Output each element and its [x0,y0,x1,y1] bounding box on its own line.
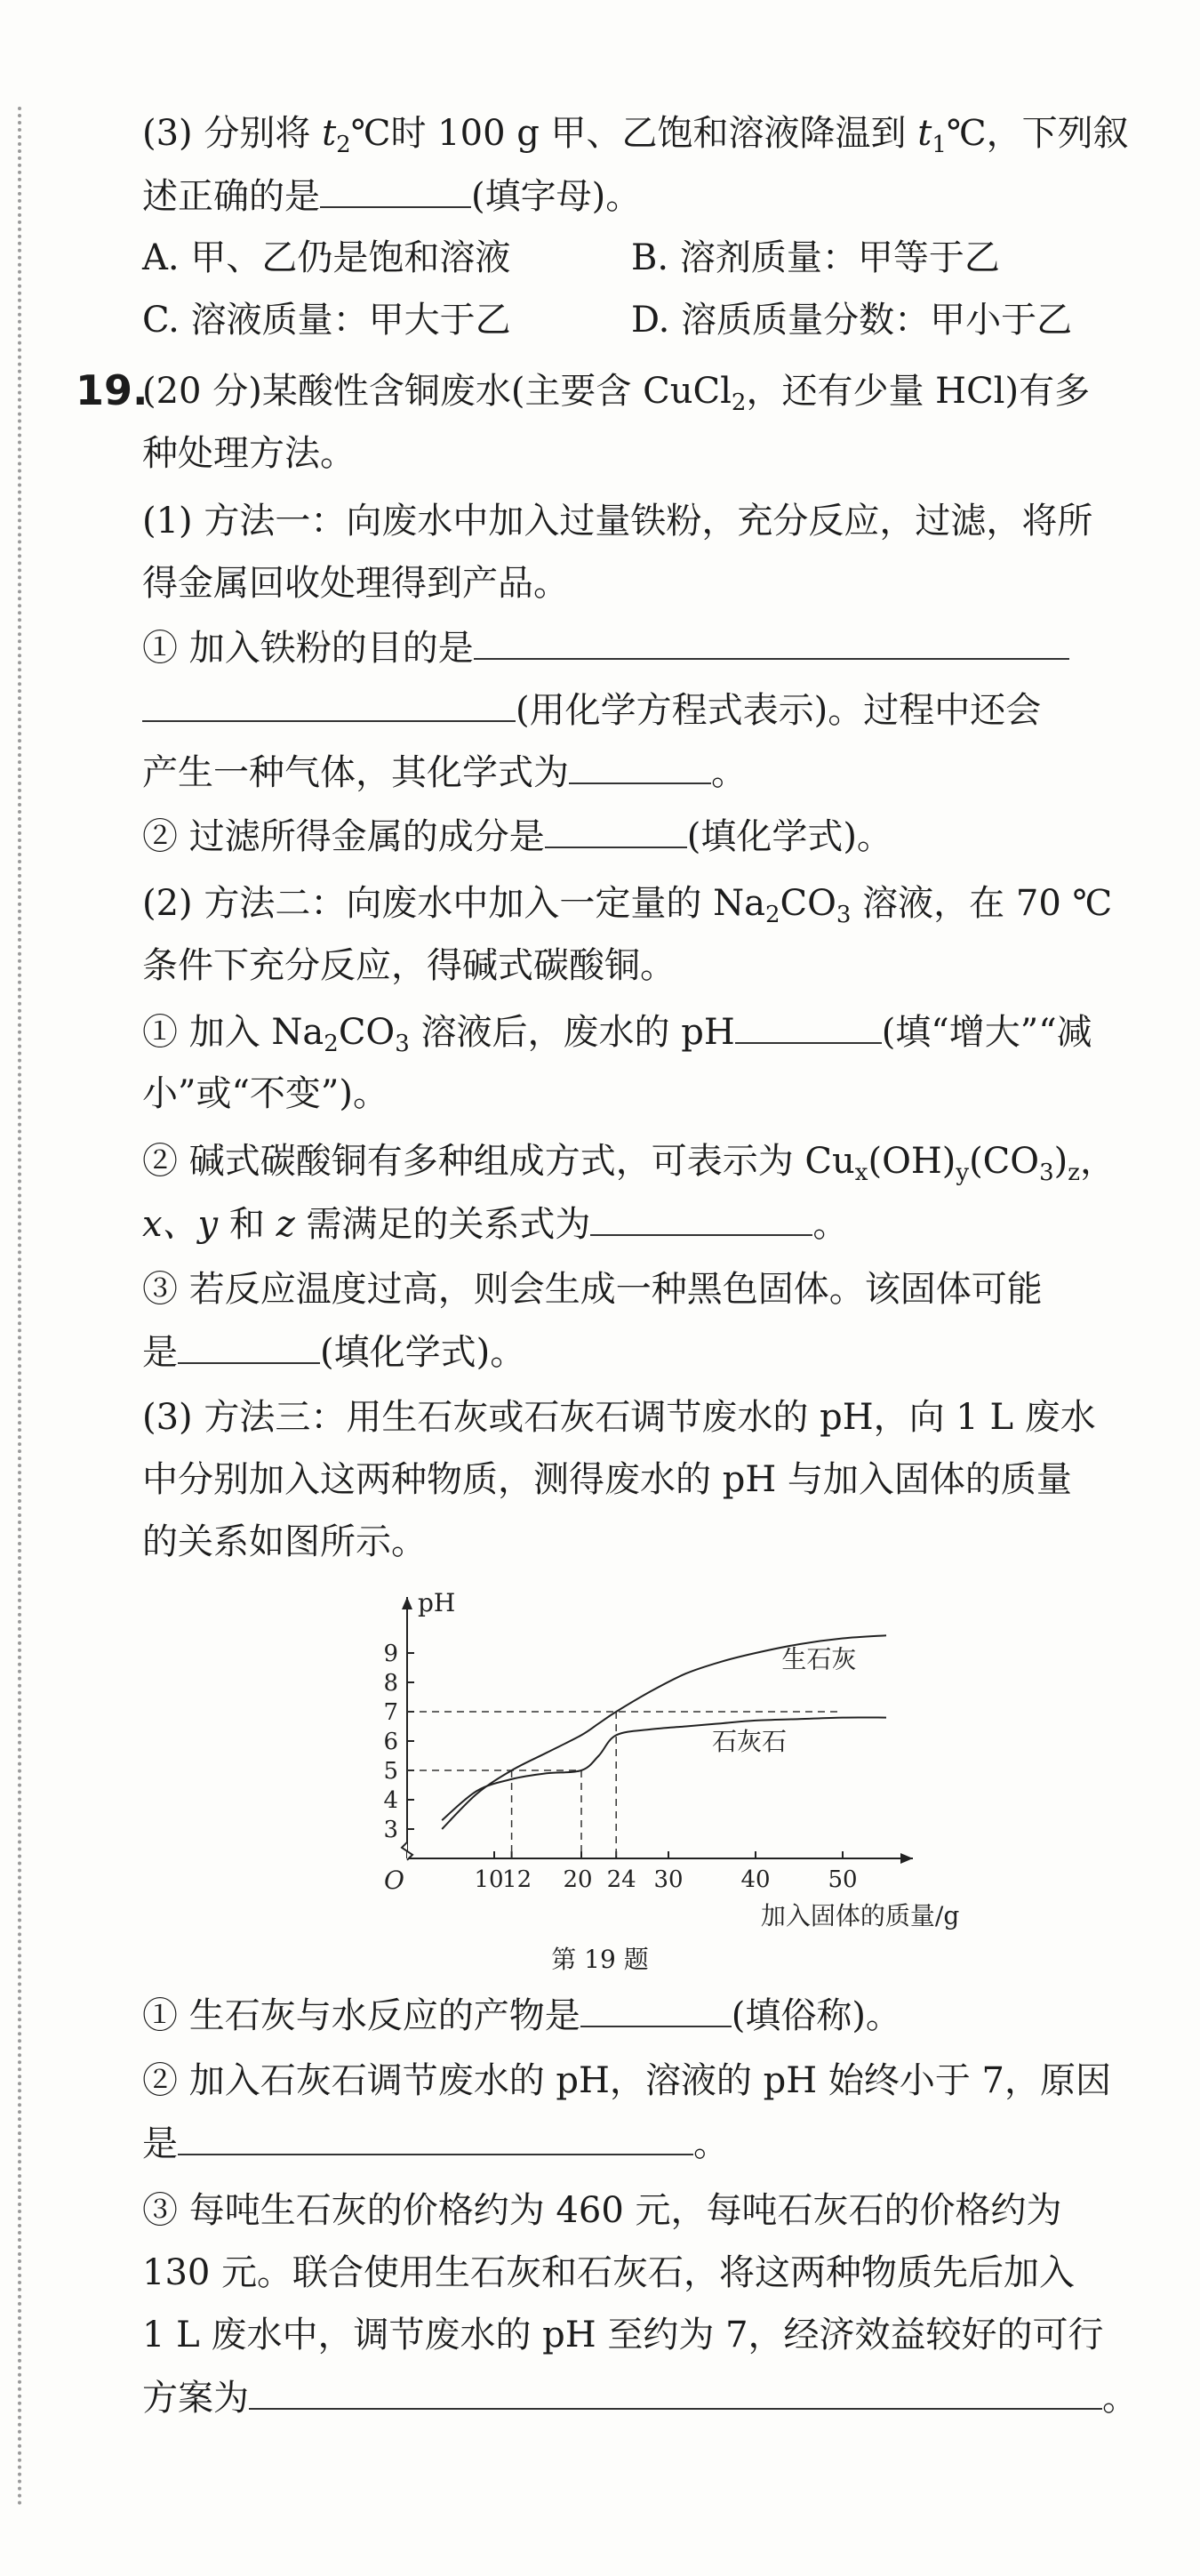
variables: x、y [142,1204,219,1245]
answer-blank[interactable] [142,685,516,722]
y-tick-label: 9 [383,1641,398,1667]
series-limestone-line [442,1717,886,1820]
p1-q1-line-3 [142,747,747,798]
answer-blank[interactable] [545,811,687,848]
answer-blank[interactable] [590,1199,812,1236]
y-tick-label: 3 [383,1817,398,1843]
variable-z: z [276,1204,295,1245]
text: CO [338,1012,396,1053]
x-tick-label: 24 [606,1866,636,1893]
text: ℃，下列叙 [946,113,1129,154]
y-tick-label: 6 [383,1729,398,1755]
x-axis-label: 加入固体的质量/g [760,1901,960,1930]
text: 。 [812,1204,849,1245]
p3-q2-line-2 [142,2118,729,2169]
y-axis-arrow [402,1597,412,1609]
subscript: 2 [336,132,351,158]
answer-blank[interactable] [474,622,1069,660]
text: 是 [142,1332,178,1373]
y-axis-break [402,1842,412,1860]
answer-blank[interactable] [569,747,711,784]
q18-line-1 [142,108,1129,170]
answer-blank[interactable] [320,171,471,208]
text: 产生一种气体，其化学式为 [142,752,569,793]
q19-intro-2: 种处理方法。 [142,433,356,474]
answer-blank[interactable] [249,2372,1102,2410]
p3-line-3: 的关系如图所示。 [142,1521,427,1562]
text: (2) 方法二：向废水中加入一定量的 Na [142,883,765,924]
text: (20 分)某酸性含铜废水(主要含 CuCl [142,371,732,412]
p2-q3-line-2 [142,1327,525,1377]
p1-line-2: 得金属回收处理得到产品。 [142,563,569,604]
text: ① 生石灰与水反应的产物是 [142,1995,580,2036]
x-tick-label: 30 [653,1866,684,1893]
answer-blank[interactable] [580,1990,732,2027]
var-t: t [322,113,337,154]
x-tick-label: 40 [740,1866,771,1893]
text: ① 加入 Na [142,1012,324,1053]
p2-q2-line-2 [142,1199,848,1249]
q19-intro-1 [142,366,1090,428]
text: 。 [1102,2378,1138,2419]
series-quicklime-line [442,1635,886,1829]
p1-q1-line-2 [142,685,1041,735]
text: (填“增大”“减 [881,1012,1092,1053]
text: 需满足的关系式为 [294,1204,591,1245]
p2-q3-line-1: ③ 若反应温度过高，则会生成一种黑色固体。该固体可能 [142,1269,1043,1310]
q18-line-2 [142,171,641,221]
text: 溶液后，废水的 pH [409,1012,735,1053]
p3-q3-line-4 [142,2372,1138,2423]
text: (OH) [868,1141,956,1182]
text: 。 [711,752,747,793]
y-tick-label: 4 [383,1787,398,1814]
p3-q1 [142,1990,901,2041]
text: ) [1053,1141,1068,1182]
figure-caption: 第 19 题 [551,1945,649,1974]
y-axis-label: pH [418,1588,456,1617]
subscript: 2 [324,1031,339,1057]
p3-line-2: 中分别加入这两种物质，测得废水的 pH 与加入固体的质量 [142,1459,1072,1500]
x-tick-label: 12 [502,1866,532,1893]
answer-blank[interactable] [178,1327,320,1364]
text: 和 [218,1204,276,1245]
text: 。 [693,2123,729,2164]
text: ℃时 100 g 甲、乙饱和溶液降温到 [350,113,918,154]
p2-line-1 [142,879,1112,940]
p3-q3-line-2: 130 元。联合使用生石灰和石灰石，将这两种物质先后加入 [142,2252,1076,2293]
text: CO [780,883,836,924]
answer-blank[interactable] [735,1007,882,1044]
y-tick-label: 8 [383,1670,398,1697]
p3-q3-line-3: 1 L 废水中，调节废水的 pH 至约为 7，经济效益较好的可行 [142,2315,1104,2355]
text: 溶液，在 70 ℃ [851,883,1113,924]
text: ，还有少量 HCl)有多 [746,371,1091,412]
text: (填化学式)。 [686,816,892,857]
subscript: 3 [836,902,852,928]
answer-blank[interactable] [178,2118,693,2155]
subscript: 3 [1039,1160,1054,1186]
x-tick-label: 50 [828,1866,858,1893]
series-label-quicklime: 生石灰 [781,1644,857,1674]
p2-q1-line-1 [142,1007,1092,1069]
p1-q2 [142,811,892,862]
q18-option-a: A. 甲、乙仍是饱和溶液 [142,237,511,278]
text: 述正确的是 [142,176,320,217]
subscript: x [854,1160,868,1186]
text: ② 过滤所得金属的成分是 [142,816,545,857]
p2-line-2: 条件下充分反应，得碱式碳酸铜。 [142,945,676,986]
subscript: 2 [764,902,780,928]
subscript: 3 [395,1031,410,1057]
p3-q2-line-1: ② 加入石灰石调节废水的 pH，溶液的 pH 始终小于 7，原因 [142,2060,1111,2101]
text: 是 [142,2123,178,2164]
x-axis-arrow [900,1853,913,1864]
text: ， [1079,1141,1116,1182]
var-t: t [917,113,932,154]
subscript: z [1068,1160,1080,1186]
text: (用化学方程式表示)。过程中还会 [516,690,1042,731]
text: ② 碱式碳酸铜有多种组成方式，可表示为 Cu [142,1141,855,1182]
origin-label: O [384,1866,404,1895]
subscript: 2 [731,389,747,416]
text: (3) 分别将 [142,113,323,154]
y-tick-label: 5 [383,1758,398,1785]
p3-line-1: (3) 方法三：用生石灰或石灰石调节废水的 pH，向 1 L 废水 [142,1397,1096,1438]
subscript: 1 [932,132,947,158]
text: (填俗称)。 [731,1995,901,2036]
text: (填化学式)。 [320,1332,526,1373]
q18-option-b: B. 溶剂质量：甲等于乙 [631,237,1000,278]
question-number: 19. [76,366,148,414]
p1-line-1: (1) 方法一：向废水中加入过量铁粉，充分反应，过滤，将所 [142,501,1093,542]
q18-option-c: C. 溶液质量：甲大于乙 [142,300,511,341]
subscript: y [956,1160,970,1186]
q18-option-d: D. 溶质质量分数：甲小于乙 [631,300,1073,341]
text: ① 加入铁粉的目的是 [142,628,474,669]
p2-q2-line-1 [142,1136,1116,1198]
p1-q1-line-1 [142,622,1069,673]
text: 方案为 [142,2378,249,2419]
y-tick-label: 7 [383,1699,398,1726]
x-tick-label: 20 [563,1866,593,1893]
series-label-limestone: 石灰石 [712,1726,788,1756]
p2-q1-line-2: 小”或“不变”)。 [142,1073,388,1114]
margin-dotted-line [18,107,21,2508]
text: (填字母)。 [471,176,642,217]
text: (CO [969,1141,1040,1182]
x-tick-label: 10 [474,1866,504,1893]
p3-q3-line-1: ③ 每吨生石灰的价格约为 460 元，每吨石灰石的价格约为 [142,2190,1062,2231]
